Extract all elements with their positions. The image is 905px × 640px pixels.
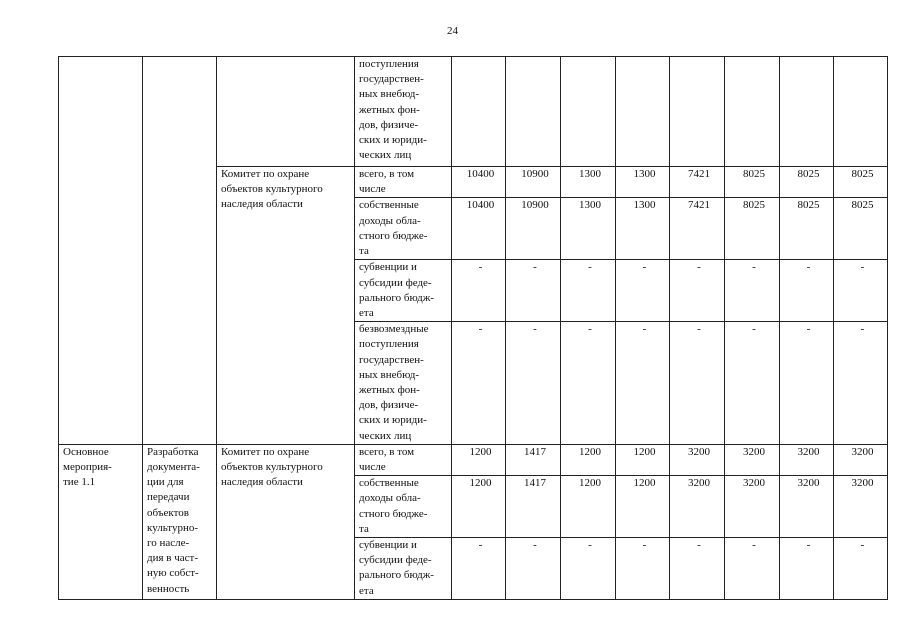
value-cell: 8025 [834, 167, 888, 198]
executor-cell: Комитет по охране объектов культурного наследия области [217, 444, 355, 599]
value-cell: - [561, 538, 616, 600]
measure-name-cell: Разработка документа- ции для передачи объектов культурно- го насле- дия в част- ную собст- венность [143, 444, 217, 599]
executor-cell: Комитет по охране объектов культурного наследия области [217, 167, 355, 445]
value-cell: 3200 [834, 444, 888, 475]
value-cell: - [780, 322, 834, 445]
value-cell: - [452, 538, 506, 600]
value-cell: 10400 [452, 167, 506, 198]
funding-source-cell: собственные доходы обла- стного бюдже- та [355, 476, 452, 538]
value-cell: - [725, 538, 780, 600]
budget-table [58, 56, 888, 600]
value-cell: 1300 [616, 198, 670, 260]
value-cell: - [561, 322, 616, 445]
value-cell: 8025 [725, 167, 780, 198]
value-cell: 8025 [834, 198, 888, 260]
table-row [59, 444, 888, 475]
value-cell [616, 57, 670, 167]
value-cell: 1417 [506, 444, 561, 475]
funding-source-cell: субвенции и субсидии феде- рального бюдж- ета [355, 260, 452, 322]
value-cell: 7421 [670, 198, 725, 260]
value-cell: 8025 [780, 167, 834, 198]
value-cell: 3200 [780, 444, 834, 475]
value-cell: - [506, 260, 561, 322]
value-cell: 3200 [780, 476, 834, 538]
value-cell: - [452, 322, 506, 445]
value-cell: 3200 [670, 476, 725, 538]
measure-name-cell [143, 57, 217, 445]
funding-source-cell: поступления государствен- ных внебюд- жетных фон- дов, физиче- ских и юриди- ческих лиц [355, 57, 452, 167]
value-cell: 1417 [506, 476, 561, 538]
funding-source-cell: безвозмездные поступления государствен- ных внебюд- жетных фон- дов, физиче- ских и юриди- ческих лиц [355, 322, 452, 445]
value-cell: - [834, 538, 888, 600]
value-cell: 7421 [670, 167, 725, 198]
table-row [59, 57, 888, 167]
value-cell: - [452, 260, 506, 322]
value-cell: 1300 [561, 198, 616, 260]
value-cell: - [780, 538, 834, 600]
value-cell: - [506, 538, 561, 600]
value-cell: 1200 [561, 444, 616, 475]
value-cell: - [616, 322, 670, 445]
value-cell [834, 57, 888, 167]
value-cell: 3200 [725, 444, 780, 475]
value-cell: 10900 [506, 198, 561, 260]
value-cell [780, 57, 834, 167]
measure-cell: Основное мероприя- тие 1.1 [59, 444, 143, 599]
value-cell: - [670, 538, 725, 600]
value-cell: 1200 [616, 444, 670, 475]
value-cell: 1200 [561, 476, 616, 538]
value-cell: 10400 [452, 198, 506, 260]
value-cell: 8025 [780, 198, 834, 260]
funding-source-cell: всего, в том числе [355, 167, 452, 198]
funding-source-cell: собственные доходы обла- стного бюдже- та [355, 198, 452, 260]
value-cell: - [561, 260, 616, 322]
value-cell: - [616, 538, 670, 600]
value-cell: 1200 [616, 476, 670, 538]
value-cell: 1200 [452, 476, 506, 538]
funding-source-cell: всего, в том числе [355, 444, 452, 475]
value-cell [452, 57, 506, 167]
value-cell: - [834, 322, 888, 445]
funding-source-cell: субвенции и субсидии феде- рального бюдж- ета [355, 538, 452, 600]
value-cell: 1300 [561, 167, 616, 198]
value-cell: 1200 [452, 444, 506, 475]
value-cell: - [670, 260, 725, 322]
value-cell: 10900 [506, 167, 561, 198]
value-cell: - [725, 260, 780, 322]
page-number: 24 [447, 25, 458, 37]
value-cell: 3200 [725, 476, 780, 538]
value-cell: 3200 [670, 444, 725, 475]
value-cell [725, 57, 780, 167]
value-cell: 3200 [834, 476, 888, 538]
value-cell: - [834, 260, 888, 322]
value-cell [670, 57, 725, 167]
value-cell: - [616, 260, 670, 322]
measure-cell [59, 57, 143, 445]
value-cell: - [725, 322, 780, 445]
value-cell: - [780, 260, 834, 322]
value-cell: 8025 [725, 198, 780, 260]
value-cell: - [506, 322, 561, 445]
value-cell [561, 57, 616, 167]
value-cell [506, 57, 561, 167]
value-cell: - [670, 322, 725, 445]
executor-cell [217, 57, 355, 167]
value-cell: 1300 [616, 167, 670, 198]
